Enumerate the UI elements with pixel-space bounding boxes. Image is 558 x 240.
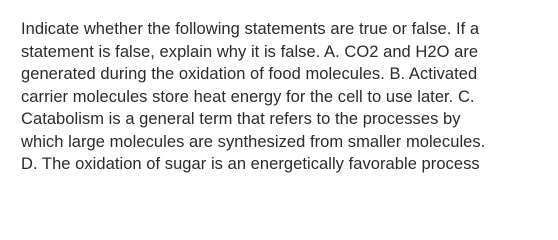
question-line: statement is false, explain why it is false. A. CO2 and H2O are bbox=[21, 42, 479, 61]
question-line: Catabolism is a general term that refers to the processes by bbox=[21, 110, 461, 128]
question-line: Indicate whether the following statements are true or false. If a bbox=[21, 20, 480, 38]
question-line: generated during the oxidation of food molecules. B. Activated bbox=[21, 65, 478, 83]
question-text bbox=[21, 18, 541, 176]
question-line: carrier molecules store heat energy for the cell to use later. C. bbox=[21, 87, 475, 106]
question-line: which large molecules are synthesized from smaller molecules. bbox=[21, 132, 486, 151]
question-line: D. The oxidation of sugar is an energetically favorable process bbox=[21, 155, 480, 173]
